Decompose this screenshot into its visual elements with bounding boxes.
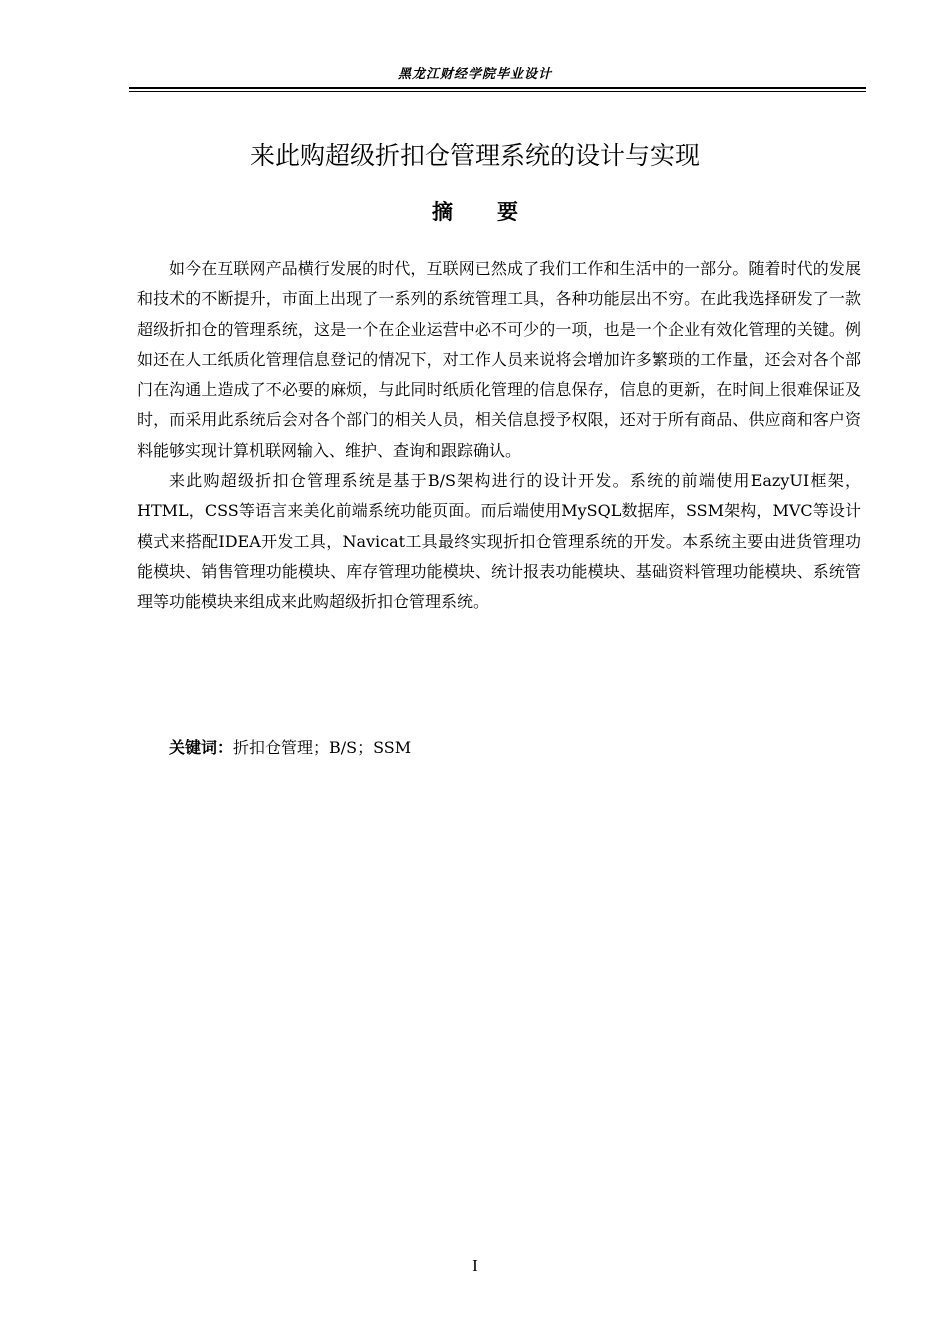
header-text: 黑龙江财经学院毕业设计 xyxy=(397,67,552,82)
keywords-value: 折扣仓管理；B/S；SSM xyxy=(233,738,412,757)
keywords-label: 关键词： xyxy=(169,738,234,757)
header-rule-thick xyxy=(129,87,866,89)
keywords-line xyxy=(169,733,411,763)
abstract-body xyxy=(137,254,861,618)
document-title: 来此购超级折扣仓管理系统的设计与实现 xyxy=(249,141,700,170)
page-number: I xyxy=(472,1256,478,1275)
header-rule-thin xyxy=(129,91,866,92)
abstract-paragraph-1: 如今在互联网产品横行发展的时代，互联网已然成了我们工作和生活中的一部分。随着时代的发展和技术的不断提升，市面上出现了一系列的系统管理工具，各种功能层出不穷。在此我选择研发了一款超级折扣仓的管理系统，这是一个在企业运营中必不可少的一项，也是一个企业有效化管理的关键。例如还在人工纸质化管理信息登记的情况下，对工作人员来说将会增加许多繁琐的工作量，还会对各个部门在沟通上造成了不必要的麻烦，与此同时纸质化管理的信息保存，信息的更新，在时间上很难保证及时，而采用此系统后会对各个部门的相关人员，相关信息授予权限，还对于所有商品、供应商和客户资料能够实现计算机联网输入、维护、查询和跟踪确认。 xyxy=(137,259,861,460)
abstract-paragraph-2: 来此购超级折扣仓管理系统是基于B/S架构进行的设计开发。系统的前端使用EazyUI框架，HTML，CSS等语言来美化前端系统功能页面。而后端使用MySQL数据库，SSM架构，MVC等设计模式来搭配IDEA开发工具，Navicat工具最终实现折扣仓管理系统的开发。本系统主要由进货管理功能模块、销售管理功能模块、库存管理功能模块、统计报表功能模块、基础资料管理功能模块、系统管理等功能模块来组成来此购超级折扣仓管理系统。 xyxy=(137,471,861,612)
abstract-heading: 摘要 xyxy=(432,200,562,224)
